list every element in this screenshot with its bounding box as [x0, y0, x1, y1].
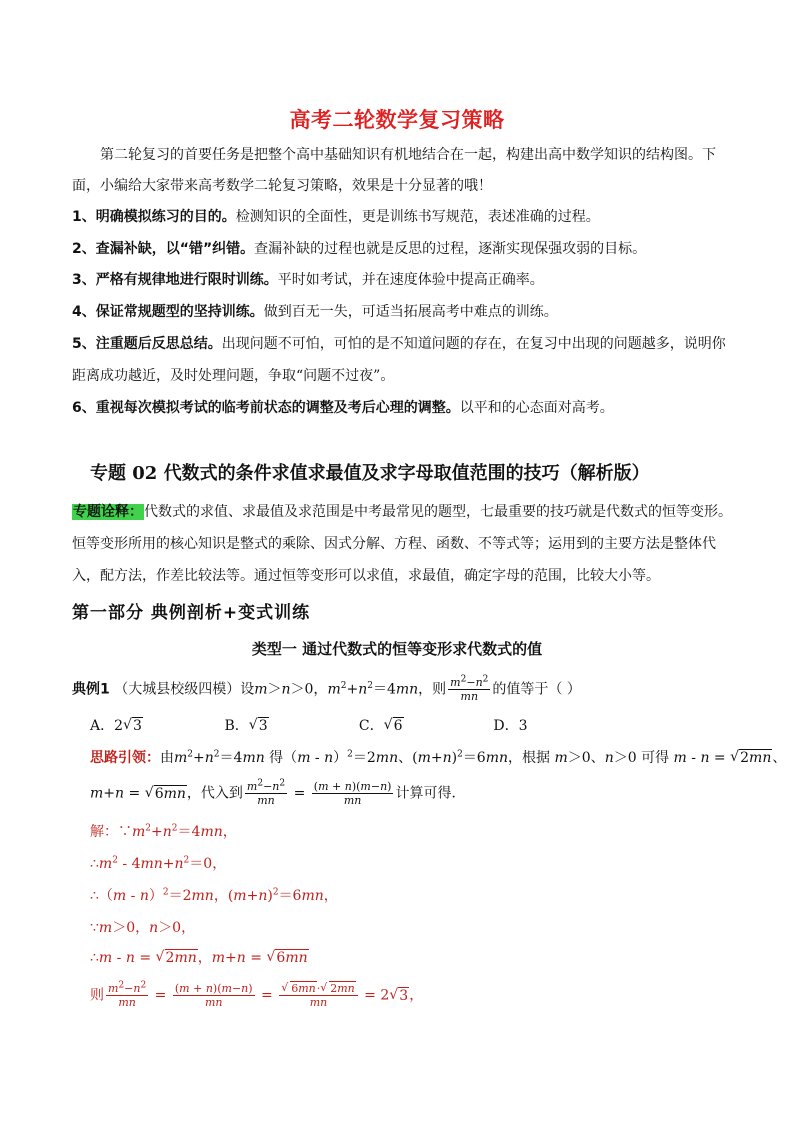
- strategy-2: 2、查漏补缺，以“错”纠错。查漏补缺的过程也就是反思的过程，逐渐实现保强攻弱的目标。: [72, 241, 647, 257]
- solution-label: 解：: [90, 824, 118, 840]
- intro-line-1: 第二轮复习的首要任务是把整个高中基础知识有机地结合在一起，构建出高中数学知识的结构图。下: [100, 147, 716, 163]
- topic-heading: 专题 02 代数式的条件求值求最值及求字母取值范围的技巧（解析版）: [90, 463, 650, 484]
- topic-label: 专题诠释：: [73, 504, 143, 520]
- strategy-4: 4、保证常规题型的坚持训练。做到百无一失，可适当拓展高考中难点的训练。: [72, 304, 558, 320]
- strategy-4-bold: 保证常规题型的坚持训练。: [95, 304, 264, 320]
- strategy-1: 1、明确模拟练习的目的。检测知识的全面性，更是训练书写规范，表述准确的过程。: [72, 209, 600, 225]
- strategy-6-bold: 重视每次模拟考试的临考前状态的调整及考后心理的调整。: [95, 400, 460, 416]
- solution-line-4: ∵m＞0，n＞0，: [90, 920, 196, 936]
- intro-line-2: 面，小编给大家带来高考数学二轮复习策略，效果是十分显著的哦！: [72, 178, 492, 194]
- type-heading: 类型一 通过代数式的恒等变形求代数式的值: [251, 640, 543, 658]
- strategy-5: 5、注重题后反思总结。出现问题不可怕，可怕的是不知道问题的存在，在复习中出现的问题越多，说明你: [72, 336, 726, 352]
- option-d: D．3: [493, 718, 528, 734]
- solution-line-5: ∴m - n = √ 2mn，m+n = √ 6mn: [90, 948, 750, 968]
- solution-line-2: $\therefore m^2 - 4mn+n^2=0$，: [90, 855, 227, 872]
- option-b: B．√ 3: [224, 716, 354, 736]
- strategy-5-cont: 距离成功越近，及时处理问题，争取“问题不过夜”。: [72, 368, 395, 384]
- strategy-2-bold: 查漏补缺，以“错”纠错。: [95, 241, 255, 257]
- strategy-3-bold: 严格有规律地进行限时训练。: [95, 272, 278, 288]
- strategy-6: 6、重视每次模拟考试的临考前状态的调整及考后心理的调整。以平和的心态面对高考。: [72, 400, 614, 416]
- solution-line-3: ∴（m - n）$^2$＝2mn，$(m+n)^2=6mn$，: [90, 887, 338, 904]
- solution-line-6: 则 $\frac{m^2-n^2}{mn}$ = $\frac{(m + n)(m-n)}{mn}$ = √ $\frac{6mn\cdot√ 2mn}{mn}$ = 2√ 3，: [90, 982, 750, 1009]
- topic-line-1: 专题诠释：代数式的求值、求最值及求范围是中考最常见的题型，七最重要的技巧就是代数式的恒等变形。: [73, 504, 732, 520]
- part-heading: 第一部分 典例剖析+变式训练: [72, 603, 311, 623]
- strategy-5-bold: 注重题后反思总结。: [95, 336, 222, 352]
- example-question: 典例1 （大城县校级四模）设m＞n＞0，$m^2+n^2=4mn$，则 $\frac{m^2-n^2}{mn}$ 的值等于（ ）: [72, 674, 581, 703]
- strategy-1-bold: 明确模拟练习的目的。: [95, 209, 236, 225]
- example-label: 典例1: [72, 681, 110, 698]
- hint-line-1: 思路引领：由$m^2+n^2=4mn$ 得（m - n）$^2$＝2mn、$(m+n)^2=6mn$，根据 m＞0、n＞0 可得 m - n = √ 2mn、: [90, 748, 750, 768]
- hint-line-2: m+n = √ 6mn，代入到 $\frac{m^2-n^2}{mn}$ = $\frac{(m + n)(m-n)}{mn}$ 计算可得．: [90, 780, 750, 807]
- hint-label: 思路引领：: [90, 750, 160, 766]
- solution-line-1: 解：$\because m^2+n^2=4mn$，: [90, 823, 237, 840]
- fraction-m2-n2-over-mn: $\frac{m^2-n^2}{mn}$: [450, 674, 489, 703]
- option-a: A．2√ 3: [90, 716, 220, 736]
- topic-line-2: 恒等变形所用的核心知识是整式的乘除、因式分解、方程、函数、不等式等；运用到的主要方法是整体代: [72, 536, 716, 552]
- example-options: [90, 716, 750, 736]
- topic-line-3: 入，配方法，作差比较法等。通过恒等变形可以求值，求最值，确定字母的范围，比较大小等。: [72, 568, 660, 584]
- page-title: 高考二轮数学复习策略: [289, 108, 505, 132]
- option-c: C．√ 6: [359, 716, 489, 736]
- strategy-3: 3、严格有规律地进行限时训练。平时如考试，并在速度体验中提高正确率。: [72, 272, 544, 288]
